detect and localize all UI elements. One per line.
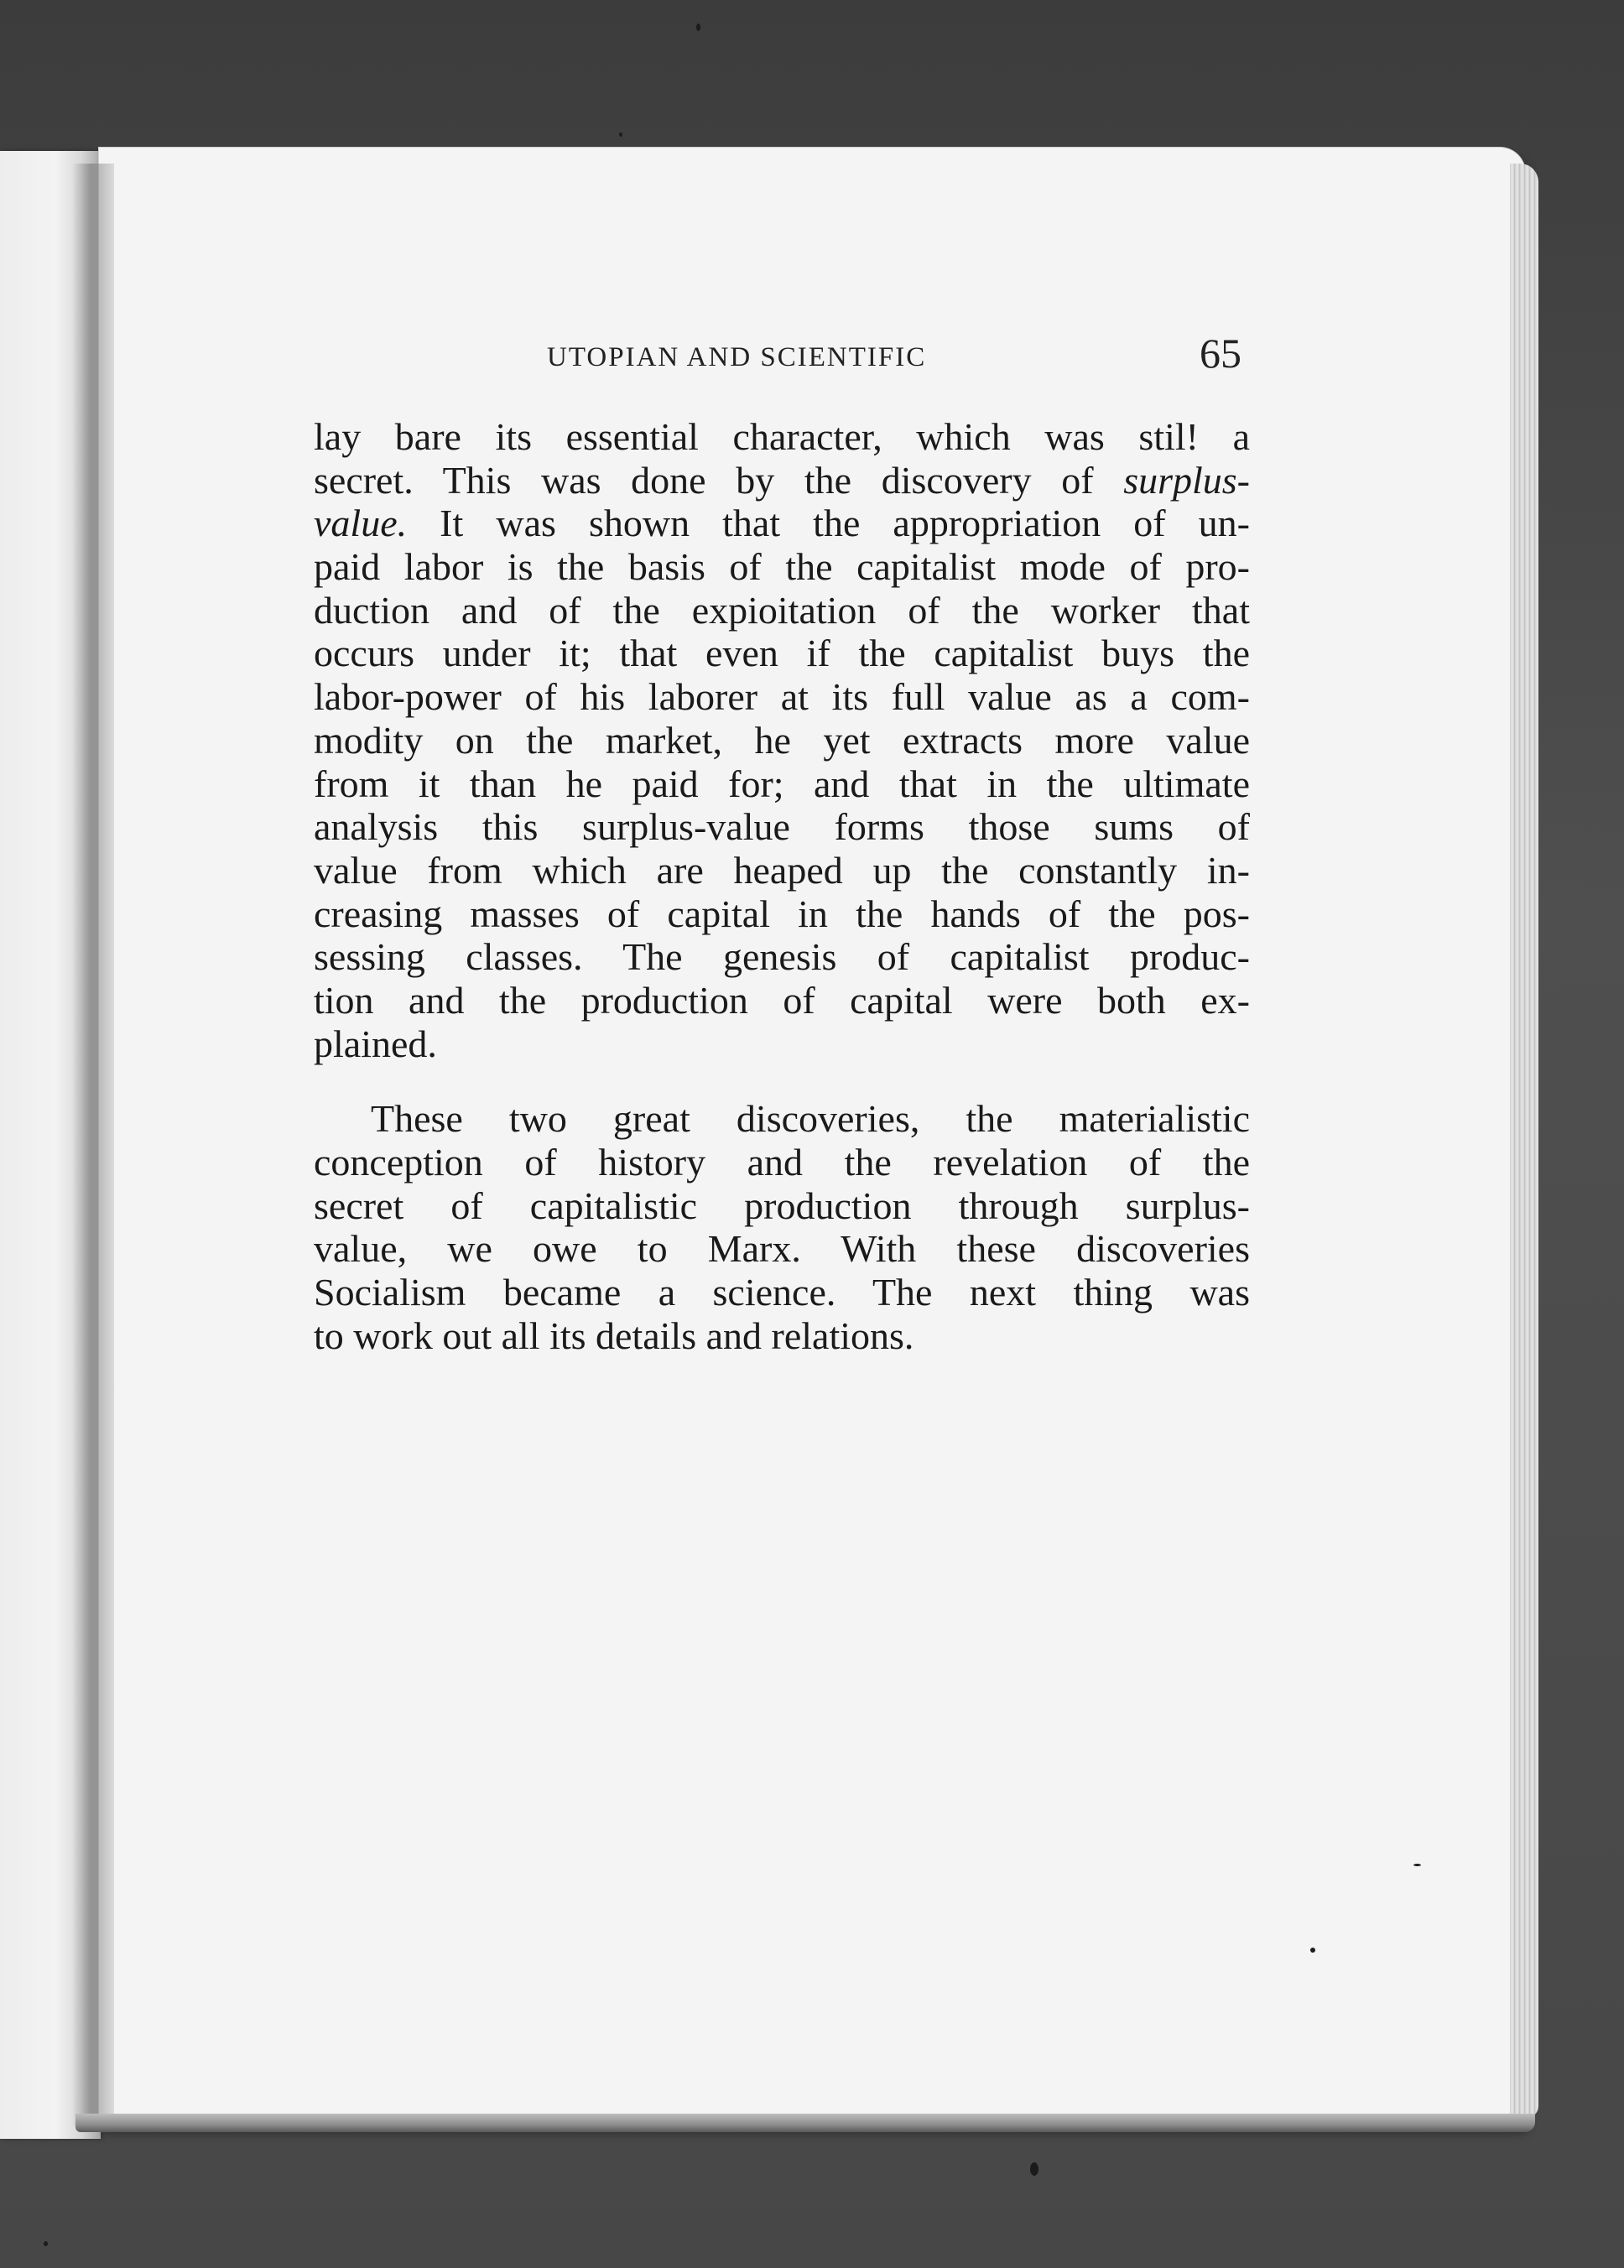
text-run: It was shown that the appropriation of un- (407, 502, 1250, 545)
text-line (314, 1314, 1250, 1358)
text-line (314, 762, 1250, 806)
text-line (314, 1022, 1250, 1066)
text-run: occurs under it; that even if the capitalist buys the (314, 632, 1250, 675)
text-line (314, 1141, 1250, 1184)
text-run: These two great discoveries, the materialistic (371, 1097, 1250, 1141)
text-line (314, 1184, 1250, 1228)
text-line (314, 1227, 1250, 1271)
dust-speck (44, 2241, 48, 2246)
dust-speck (1413, 1864, 1421, 1866)
text-line (314, 589, 1250, 632)
italic-text: value. (314, 502, 408, 545)
text-line (314, 545, 1250, 589)
text-line (314, 719, 1250, 762)
book-gutter (72, 164, 114, 2126)
text-run: analysis this surplus-value forms those sums of (314, 805, 1250, 849)
body-text (314, 415, 1250, 1357)
text-run: value, we owe to Marx. With these discoveries (314, 1227, 1250, 1271)
text-line (314, 502, 1250, 545)
text-line (314, 805, 1250, 849)
text-line (314, 892, 1250, 936)
text-run: to work out all its details and relations. (314, 1313, 914, 1357)
text-run: Socialism became a science. The next thing was (314, 1271, 1250, 1314)
text-run: lay bare its essential character, which was stil! a (314, 415, 1250, 458)
page-stack-edge (1510, 164, 1538, 2118)
text-run: value from which are heaped up the constantly in- (314, 848, 1250, 892)
text-line (314, 675, 1250, 719)
page-header (310, 329, 1241, 388)
text-line (314, 849, 1250, 892)
italic-text: surplus- (1123, 458, 1250, 502)
text-run: modity on the market, he yet extracts more value (314, 718, 1250, 762)
dust-speck (619, 133, 622, 137)
text-run: secret. This was done by the discovery of (314, 458, 1124, 502)
text-run: from it than he paid for; and that in the ultimate (314, 762, 1250, 805)
text-run: plained. (314, 1022, 437, 1065)
dust-speck (1030, 2162, 1038, 2176)
page-number: 65 (1200, 330, 1241, 377)
text-line (314, 632, 1250, 675)
text-run: secret of capitalistic production through surplus- (314, 1183, 1250, 1227)
text-run: labor-power of his laborer at its full value as a com- (314, 675, 1250, 719)
dust-speck (696, 23, 700, 31)
text-run: paid labor is the basis of the capitalist mode of pro- (314, 545, 1250, 589)
text-run: conception of history and the revelation of the (314, 1141, 1250, 1183)
paragraph (314, 1097, 1250, 1357)
text-line (314, 415, 1250, 459)
paragraph (314, 415, 1250, 1065)
text-line (314, 459, 1250, 502)
running-head: UTOPIAN AND SCIENTIFIC (547, 342, 927, 372)
text-line (314, 935, 1250, 979)
paragraph-gap (314, 1065, 1250, 1097)
text-run: sessing classes. The genesis of capitalist produc- (314, 935, 1250, 979)
text-line (314, 1271, 1250, 1314)
text-line (314, 1097, 1250, 1141)
book-bottom-edge (75, 2114, 1535, 2132)
text-line (314, 979, 1250, 1022)
text-run: duction and of the expioitation of the worker that (314, 588, 1250, 632)
text-run: creasing masses of capital in the hands of the pos- (314, 892, 1250, 935)
text-run: tion and the production of capital were both ex- (314, 978, 1250, 1022)
dust-speck (1310, 1948, 1315, 1953)
